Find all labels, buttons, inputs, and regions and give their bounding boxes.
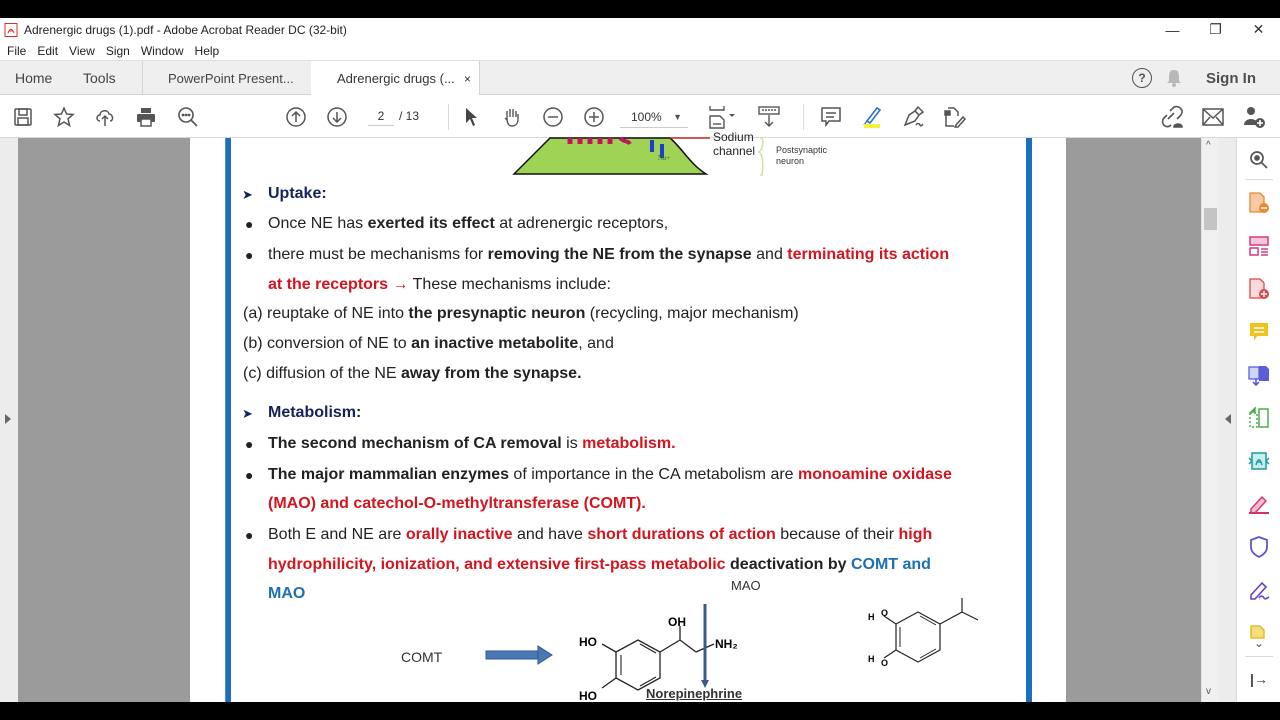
- mechanism-a: [243, 305, 799, 323]
- metabolism-bullet-3: [268, 526, 932, 544]
- menu-bar: [0, 41, 1280, 60]
- svg-text:Postsynaptic: Postsynaptic: [776, 145, 828, 155]
- svg-text:O: O: [881, 608, 889, 618]
- metabolism-bullet-3-cont2: [268, 585, 305, 603]
- metabolism-heading: Metabolism:: [268, 404, 362, 421]
- comment-tool-icon[interactable]: [1248, 321, 1270, 343]
- scroll-down-icon[interactable]: v: [1206, 686, 1211, 697]
- text-run: (c) diffusion of the NE: [243, 365, 401, 382]
- save-icon[interactable]: [11, 105, 35, 129]
- close-tab-icon[interactable]: ×: [463, 71, 471, 86]
- tab-label: Adrenergic drugs (...: [337, 71, 455, 86]
- svg-text:HO: HO: [579, 635, 597, 649]
- scroll-up-icon[interactable]: ^: [1206, 140, 1211, 151]
- print-icon[interactable]: [134, 105, 158, 129]
- svg-text:NH₂: NH₂: [715, 637, 738, 651]
- toolbar-divider: [803, 104, 804, 130]
- page-up-icon[interactable]: [284, 105, 308, 129]
- text-run: the presynaptic neuron: [408, 305, 586, 322]
- arrow-bullet-icon: ➤: [242, 406, 253, 421]
- menu-file[interactable]: File: [7, 43, 27, 58]
- scan-ocr-icon[interactable]: [1248, 450, 1270, 472]
- uptake-bullet-2: [268, 246, 949, 264]
- text-run: an inactive metabolite: [411, 335, 579, 352]
- text-run: removal: [500, 435, 562, 452]
- catechol-structure: [850, 598, 1010, 678]
- text-run: These mechanisms include:: [408, 276, 611, 293]
- pane-divider: [1245, 179, 1273, 180]
- dropdown-caret-icon: ▼: [673, 112, 682, 122]
- text-run: (b) conversion of NE to: [243, 335, 412, 352]
- zoom-level-dropdown[interactable]: [620, 106, 688, 128]
- tab-bar: [0, 60, 1280, 95]
- comment-icon[interactable]: [819, 105, 843, 129]
- organize-pages-icon[interactable]: [1248, 235, 1270, 257]
- text-run: (a) reuptake of NE into: [243, 305, 409, 322]
- svg-text:neuron: neuron: [776, 156, 805, 166]
- zoom-value: 100%: [631, 110, 662, 124]
- left-panel-toggle[interactable]: [0, 138, 18, 702]
- fill-sign-icon[interactable]: [942, 105, 966, 129]
- create-pdf-icon[interactable]: [1248, 278, 1270, 300]
- document-area: [0, 130, 1280, 703]
- mechanism-c: [243, 365, 582, 383]
- hand-tool-icon[interactable]: [500, 105, 524, 129]
- text-run: at the receptors →: [268, 276, 409, 293]
- svg-text:H: H: [868, 654, 875, 664]
- menu-view[interactable]: View: [69, 43, 95, 58]
- share-link-icon[interactable]: [1160, 105, 1184, 129]
- expand-tools-chevron[interactable]: ⌄: [1253, 636, 1265, 650]
- text-run: Once NE has: [268, 215, 368, 232]
- comt-arrow-icon: [486, 646, 556, 664]
- bullet-icon: ●: [245, 247, 254, 263]
- text-run: (MAO) and catechol-O-methyltransferase (COMT).: [268, 495, 646, 512]
- text-run: away from the synapse.: [401, 365, 582, 382]
- compress-icon[interactable]: [1248, 407, 1270, 429]
- expand-left-panel-icon[interactable]: [5, 414, 11, 424]
- email-icon[interactable]: [1201, 105, 1225, 129]
- svg-text:channel: channel: [713, 144, 756, 158]
- acrobat-window: [0, 18, 1280, 702]
- edit-pdf-icon[interactable]: [1248, 493, 1270, 515]
- text-run: and have: [512, 526, 588, 543]
- restore-button[interactable]: ❐: [1209, 21, 1222, 37]
- text-run: The second mechanism of CA: [268, 435, 501, 452]
- text-run: high: [898, 526, 933, 543]
- sign-icon[interactable]: [901, 105, 925, 129]
- menu-edit[interactable]: Edit: [37, 43, 59, 58]
- text-run: The major mammalian enzymes: [268, 466, 509, 483]
- text-run: short durations of action: [587, 526, 776, 543]
- text-run: orally inactive: [405, 526, 513, 543]
- uptake-bullet-1: [268, 215, 668, 233]
- text-run: terminating its action: [787, 246, 950, 263]
- text-run: deactivation by: [725, 556, 851, 573]
- scroll-mode-icon[interactable]: [757, 105, 781, 129]
- text-run: there must be mechanisms for: [268, 246, 488, 263]
- notification-bell-icon[interactable]: [1166, 69, 1182, 87]
- zoom-out-icon[interactable]: [541, 105, 565, 129]
- page-number-input[interactable]: 2: [368, 106, 394, 126]
- help-icon[interactable]: ?: [1132, 68, 1152, 88]
- acrobat-pdf-icon: [4, 23, 18, 37]
- mechanism-b: [243, 335, 614, 353]
- search-enhance-icon[interactable]: [1248, 149, 1270, 171]
- tab-adrenergic-drugs[interactable]: [311, 61, 480, 96]
- text-run: (recycling, major mechanism): [585, 305, 799, 322]
- pane-divider: [1245, 656, 1273, 657]
- title-bar: [0, 18, 1280, 41]
- right-panel-toggle[interactable]: [1219, 138, 1237, 702]
- text-run: COMT and: [850, 556, 931, 573]
- text-run: MAO: [268, 585, 306, 602]
- text-run: because of their: [775, 526, 899, 543]
- tab-powerpoint-document[interactable]: [142, 61, 312, 95]
- compound-name: Norepinephrine: [646, 686, 743, 701]
- metabolism-bullet-2: [268, 466, 952, 484]
- window-title: Adrenergic drugs (1).pdf - Adobe Acrobat Reader DC (32-bit): [24, 22, 347, 37]
- zoom-in-icon[interactable]: [582, 105, 606, 129]
- text-run: metabolism.: [582, 435, 676, 452]
- svg-text:Sodium: Sodium: [713, 130, 754, 144]
- metabolism-bullet-2-cont: [268, 495, 646, 513]
- main-toolbar: [0, 95, 1280, 138]
- export-pdf-icon[interactable]: [1248, 192, 1270, 214]
- metabolism-bullet-3-cont: [268, 556, 931, 574]
- bullet-icon: ●: [245, 527, 254, 543]
- text-run: of importance in the CA metabolism are: [508, 466, 799, 483]
- fit-page-icon[interactable]: [706, 105, 738, 129]
- text-run: and: [751, 246, 788, 263]
- bullet-icon: ●: [245, 436, 254, 452]
- menu-window[interactable]: Window: [140, 43, 184, 58]
- text-run: at adrenergic receptors,: [494, 215, 669, 232]
- menu-help[interactable]: Help: [194, 43, 220, 58]
- bullet-icon: ●: [245, 216, 254, 232]
- tab-home[interactable]: Home: [15, 70, 53, 86]
- text-run: , and: [578, 335, 614, 352]
- upload-cloud-icon[interactable]: [93, 105, 117, 129]
- add-user-icon[interactable]: [1242, 105, 1266, 129]
- tools-pane: [1237, 138, 1280, 702]
- bullet-icon: ●: [245, 467, 254, 483]
- pdf-viewer[interactable]: [18, 130, 1201, 703]
- text-run: monoamine oxidase: [798, 466, 952, 483]
- collapse-pane-icon[interactable]: |→: [1250, 671, 1268, 687]
- svg-text:O: O: [881, 658, 889, 668]
- svg-text:OH: OH: [668, 615, 686, 629]
- svg-text:H: H: [868, 612, 875, 622]
- page-total: / 13: [399, 109, 420, 123]
- search-text-icon[interactable]: [176, 105, 200, 129]
- norepinephrine-metabolism-figure: [390, 578, 1030, 702]
- page-down-icon[interactable]: [325, 105, 349, 129]
- tab-tools[interactable]: Tools: [83, 70, 116, 86]
- close-window-button[interactable]: ✕: [1252, 21, 1265, 37]
- tab-label: PowerPoint Present...: [168, 70, 294, 86]
- collapse-right-panel-icon[interactable]: [1225, 414, 1231, 424]
- svg-text:HO: HO: [579, 689, 597, 703]
- text-run: removing the NE from the synapse: [487, 246, 752, 263]
- na-label: Na+: [658, 154, 671, 162]
- pdf-page: [190, 130, 1066, 703]
- toolbar-divider: [448, 104, 449, 130]
- text-run: hydrophilicity, ionization, and extensive first-pass metabolic: [268, 556, 726, 573]
- arrow-bullet-icon: ➤: [242, 187, 253, 202]
- mao-label: MAO: [731, 578, 761, 593]
- synapse-diagram: [510, 130, 840, 178]
- bookmark-star-icon[interactable]: [52, 105, 76, 129]
- text-run: exerted its effect: [367, 215, 495, 232]
- sign-in-button[interactable]: Sign In: [1206, 69, 1256, 87]
- uptake-continuation: [268, 276, 611, 294]
- metabolism-bullet-1: [268, 435, 676, 453]
- scrollbar-thumb[interactable]: [1204, 208, 1217, 230]
- fill-sign-tool-icon[interactable]: [1248, 579, 1270, 601]
- protect-icon[interactable]: [1248, 536, 1270, 558]
- select-cursor-icon[interactable]: [459, 105, 483, 129]
- comt-label: COMT: [401, 649, 443, 665]
- menu-sign[interactable]: Sign: [105, 43, 130, 58]
- uptake-heading: Uptake:: [268, 185, 327, 202]
- page-frame-left: [225, 138, 231, 702]
- vertical-scrollbar[interactable]: [1201, 138, 1219, 702]
- text-run: Both E and NE are: [268, 526, 406, 543]
- minimize-button[interactable]: —: [1165, 21, 1180, 38]
- combine-files-icon[interactable]: [1248, 364, 1270, 386]
- text-run: is: [561, 435, 583, 452]
- highlight-icon[interactable]: [860, 105, 884, 129]
